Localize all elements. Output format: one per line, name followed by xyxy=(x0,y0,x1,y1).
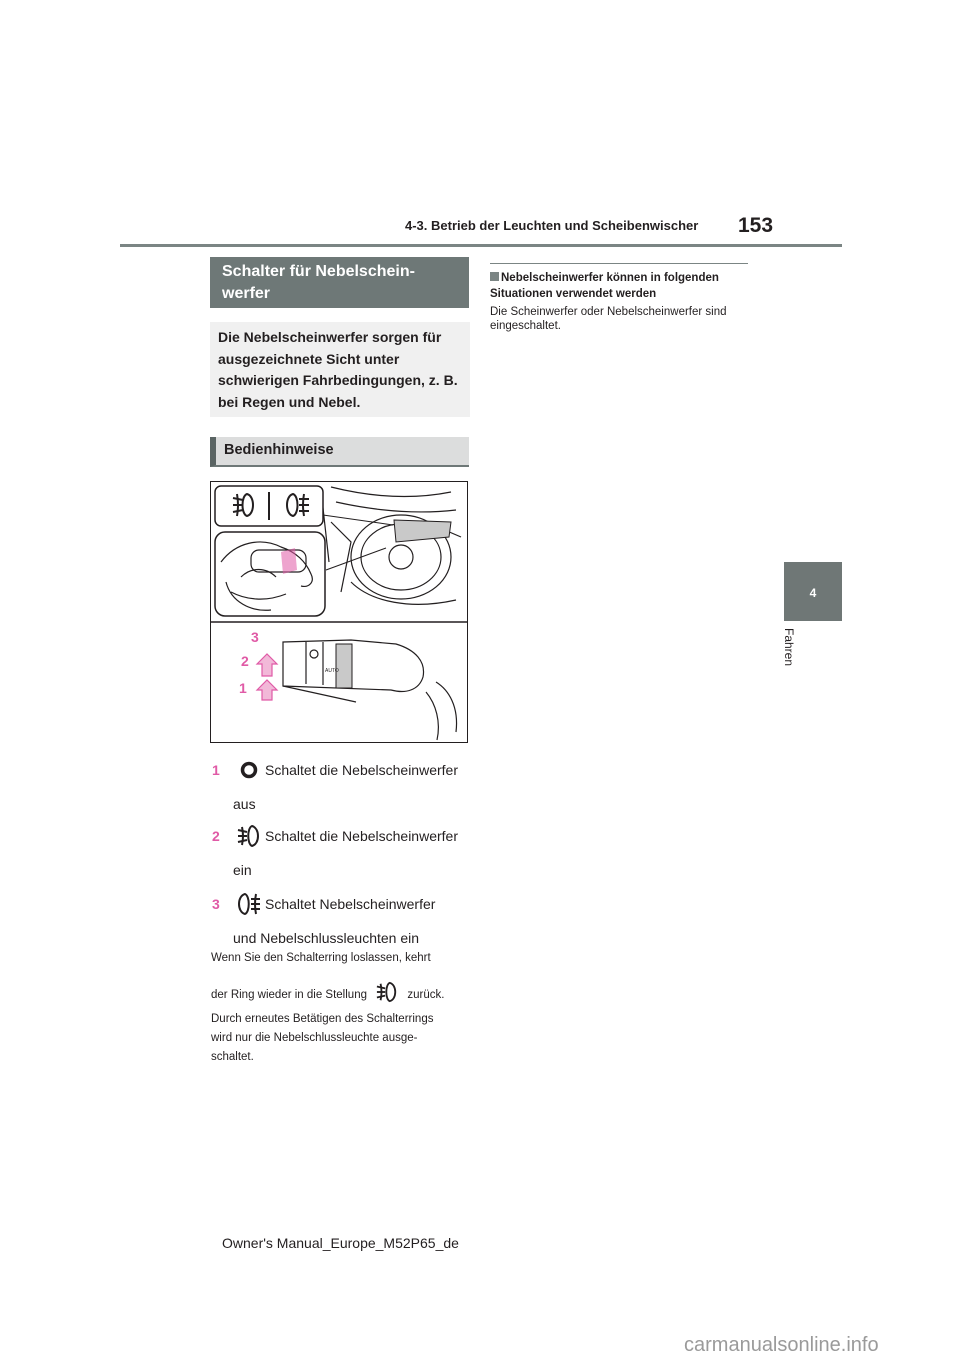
switch-stalk xyxy=(283,640,457,740)
note-line: Durch erneutes Betätigen des Schalterrings xyxy=(211,1013,434,1025)
step-number: 1 xyxy=(212,762,220,778)
page-number: 153 xyxy=(738,214,774,237)
front-fog-icon xyxy=(236,824,262,848)
front-fog-icon xyxy=(372,985,402,1003)
footer-text: Owner's Manual_Europe_M52P65_de xyxy=(222,1235,459,1251)
illustration-drawing xyxy=(211,482,467,742)
note-text: der Ring wieder in die Stellung xyxy=(211,989,367,1001)
note-line: schaltet. xyxy=(211,1051,254,1063)
watermark: carmanualsonline.info xyxy=(684,1334,879,1356)
rotation-arrows xyxy=(257,654,277,700)
step-text: Schaltet die Nebelscheinwerfer xyxy=(265,828,458,844)
note-line-with-icon xyxy=(211,985,444,1003)
chapter-label-text: Fahren xyxy=(782,628,796,667)
label-1: 1 xyxy=(239,680,247,696)
step-text-continued: aus xyxy=(233,796,256,812)
step-number: 2 xyxy=(212,828,220,844)
dashboard-drawing xyxy=(321,487,461,604)
fog-switch-illustration xyxy=(210,481,468,743)
step-text-continued: ein xyxy=(233,862,252,878)
chapter-label xyxy=(784,628,808,688)
header-divider xyxy=(120,244,842,247)
right-divider xyxy=(490,263,748,264)
note-text: zurück. xyxy=(407,989,445,1001)
auto-label: AUTO xyxy=(325,668,339,674)
right-body-text: Die Scheinwerfer oder Nebelscheinwerfer sind eingeschaltet. xyxy=(490,306,727,332)
intro-text: Die Nebelscheinwerfer sorgen für ausgezeichnete Sicht unter schwierigen Fahrbedingungen, z. B. bei Regen und Nebel. xyxy=(210,322,470,417)
label-3: 3 xyxy=(251,629,259,645)
section-title: 4-3. Betrieb der Leuchten und Scheibenwischer xyxy=(405,218,699,233)
step-text: Schaltet die Nebelscheinwerfer xyxy=(265,762,458,778)
step-text: Schaltet Nebelscheinwerfer xyxy=(265,896,436,912)
right-heading xyxy=(490,270,760,302)
fog-off-icon xyxy=(236,758,262,782)
step-number: 3 xyxy=(212,896,220,912)
chapter-number: 4 xyxy=(809,586,817,600)
step-text-continued: und Nebelschlussleuchten ein xyxy=(233,930,420,946)
subheading: Bedienhinweise xyxy=(210,437,469,467)
right-heading-text: Nebelscheinwerfer können in folgenden Situationen verwendet werden xyxy=(490,272,719,300)
label-2: 2 xyxy=(241,653,249,669)
note-line: Wenn Sie den Schalterring loslassen, kehrt xyxy=(211,952,431,964)
heading-square-icon xyxy=(490,272,499,281)
note-line: wird nur die Nebelschlussleuchte ausge- xyxy=(211,1032,418,1044)
front-rear-fog-icon xyxy=(236,892,262,916)
section-heading: Schalter für Nebelschein-werfer xyxy=(210,257,469,308)
inset-hand xyxy=(215,532,325,616)
